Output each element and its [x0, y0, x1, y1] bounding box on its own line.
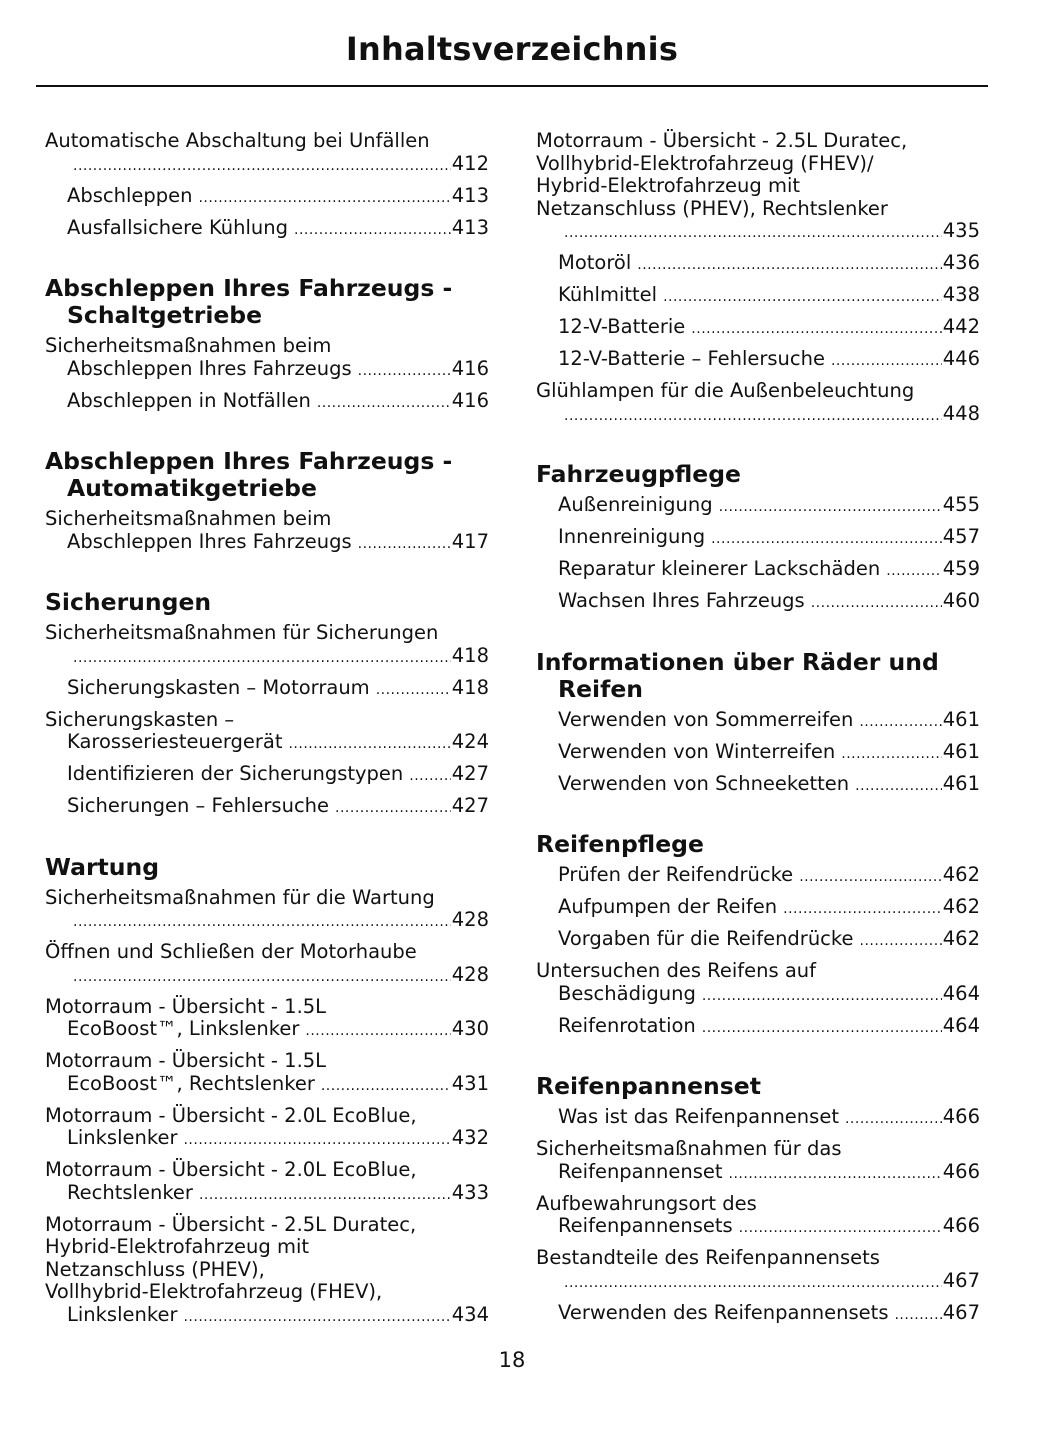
toc-entry-sicherheitsmassnahmen-beim[interactable] — [45, 335, 489, 382]
entry-page-number: 466 — [942, 1105, 980, 1128]
toc-entry-sicherungskasten-motorraum[interactable] — [45, 677, 489, 702]
dot-leader — [73, 911, 451, 934]
entry-title: Kühlmittel — [558, 283, 658, 306]
entry-leader-line — [558, 1161, 980, 1186]
section-heading: Fahrzeugpflege — [536, 460, 741, 488]
toc-entry-motorraum-ubersicht-1-5l[interactable] — [45, 996, 489, 1043]
entry-title: Karosseriesteuergerät — [67, 730, 283, 753]
dot-leader — [691, 318, 941, 341]
entry-page-number: 462 — [942, 927, 980, 950]
toc-entry-sicherheitsmassnahmen-beim[interactable] — [45, 508, 489, 555]
entry-page-number: 430 — [451, 1017, 489, 1040]
toc-section — [45, 589, 489, 820]
toc-entry-gluhlampen-fur-die-aussenbeleuchtung[interactable] — [536, 380, 980, 427]
entry-leader-line — [558, 1106, 980, 1131]
entry-page-number: 432 — [451, 1126, 489, 1149]
entry-leader-line — [558, 1302, 980, 1327]
entry-leader-line — [558, 864, 980, 889]
entry-leader-line — [558, 348, 980, 373]
entry-page-number: 416 — [451, 356, 489, 380]
dot-leader — [564, 222, 942, 245]
entry-leader-line — [67, 763, 489, 788]
page-number: 18 — [498, 1348, 526, 1372]
section-heading: Informationen über Räder und Reifen — [536, 647, 939, 703]
toc-entry-reifenrotation[interactable] — [536, 1015, 980, 1040]
toc-entry-aussenreinigung[interactable] — [536, 494, 980, 519]
toc-entry-motorraum-ubersicht-2-0l-ecoblue[interactable] — [45, 1159, 489, 1206]
entry-title-line: Motorraum - Übersicht - 1.5L — [45, 1049, 327, 1072]
entry-title-line: Vollhybrid-Elektrofahrzeug (FHEV)/ — [536, 151, 874, 175]
entry-title: Verwenden von Sommerreifen — [558, 707, 854, 731]
entry-title: 12-V-Batterie – Fehlersuche — [558, 347, 825, 370]
entry-leader-line — [67, 909, 489, 934]
entry-title-line: Untersuchen des Reifens auf — [536, 959, 817, 982]
dot-leader — [73, 647, 451, 670]
toc-entry-verwenden-von-sommerreifen[interactable] — [536, 709, 980, 734]
dot-leader — [199, 1184, 451, 1207]
toc-section — [45, 854, 489, 1329]
entry-page-number: 448 — [942, 401, 980, 425]
entry-title: Linkslenker — [67, 1302, 178, 1326]
entry-leader-line — [67, 390, 489, 415]
entry-leader-line — [67, 731, 489, 756]
entry-page-number: 462 — [942, 895, 980, 918]
entry-title-line: Sicherungskasten – — [45, 707, 235, 731]
dot-leader — [564, 405, 942, 428]
dot-leader — [335, 797, 451, 820]
entry-leader-line — [67, 358, 489, 383]
entry-page-number: 418 — [451, 675, 489, 699]
entry-leader-line — [558, 983, 980, 1008]
section-heading: Abschleppen Ihres Fahrzeugs - Schaltgetriebe — [45, 274, 453, 329]
entry-leader-line — [67, 1018, 489, 1043]
toc-entry-verwenden-des-reifenpannensets[interactable] — [536, 1302, 980, 1327]
toc-entry-wachsen-ihres-fahrzeugs[interactable] — [536, 590, 980, 615]
entry-title: Wachsen Ihres Fahrzeugs — [558, 589, 805, 612]
section-heading: Reifenpflege — [536, 830, 704, 858]
entry-leader-line — [558, 741, 980, 766]
entry-page-number: 413 — [451, 215, 489, 239]
entry-title: Linkslenker — [67, 1126, 178, 1149]
dot-leader — [702, 1017, 942, 1040]
dot-leader — [358, 360, 451, 383]
entry-page-number: 462 — [942, 863, 980, 886]
entry-leader-line — [558, 590, 980, 615]
entry-title: Rechtslenker — [67, 1180, 193, 1204]
entry-title: Reifenpannenset — [558, 1159, 723, 1183]
dot-leader — [73, 155, 451, 178]
entry-page-number: 427 — [451, 762, 489, 785]
entry-title-line: Sicherheitsmaßnahmen beim — [45, 507, 332, 530]
dot-leader — [860, 930, 942, 953]
toc-entry-innenreinigung[interactable] — [536, 526, 980, 551]
entry-title: Reparatur kleinerer Lackschäden — [558, 557, 881, 580]
entry-page-number: 424 — [451, 730, 489, 753]
toc-entry-motorraum-ubersicht-2-5l-duratec[interactable] — [536, 130, 980, 245]
entry-title-line: Vollhybrid-Elektrofahrzeug (FHEV), — [45, 1280, 383, 1303]
dot-leader — [739, 1217, 942, 1240]
toc-entry-untersuchen-des-reifens-auf[interactable] — [536, 960, 980, 1007]
entry-leader-line — [67, 1304, 489, 1329]
entry-title-line: Automatische Abschaltung bei Unfällen — [45, 129, 430, 152]
title-divider — [36, 85, 988, 87]
toc-entry-motorraum-ubersicht-1-5l[interactable] — [45, 1050, 489, 1097]
entry-leader-line — [558, 284, 980, 309]
entry-page-number: 467 — [942, 1300, 980, 1324]
entry-leader-line — [67, 1127, 489, 1152]
entry-leader-line — [67, 677, 489, 702]
entry-page-number: 417 — [451, 529, 489, 553]
dot-leader — [702, 985, 942, 1008]
entry-title-line: Glühlampen für die Außenbeleuchtung — [536, 379, 915, 402]
entry-page-number: 442 — [942, 315, 980, 338]
toc-section — [536, 831, 980, 1039]
toc-entry-12-v-batterie-fehlersuche[interactable] — [536, 348, 980, 373]
entry-page-number: 464 — [942, 981, 980, 1005]
toc-entry-sicherungen-fehlersuche[interactable] — [45, 795, 489, 820]
entry-leader-line — [558, 252, 980, 277]
entry-page-number: 433 — [451, 1180, 489, 1204]
entry-title-line: Motorraum - Übersicht - 2.5L Duratec, — [45, 1212, 417, 1236]
entry-title-line: Hybrid-Elektrofahrzeug mit — [45, 1235, 310, 1258]
entry-leader-line — [67, 1182, 489, 1207]
entry-leader-line — [67, 217, 489, 242]
entry-leader-line — [558, 1015, 980, 1040]
entry-title: Motoröl — [558, 251, 632, 274]
entry-title-line: Sicherheitsmaßnahmen beim — [45, 334, 332, 357]
toc-entry-kuhlmittel[interactable] — [536, 284, 980, 309]
dot-leader — [719, 496, 942, 519]
entry-leader-line — [67, 964, 489, 989]
entry-leader-line — [67, 645, 489, 670]
entry-title: Verwenden von Schneeketten — [558, 771, 850, 795]
toc-entry-verwenden-von-schneeketten[interactable] — [536, 773, 980, 798]
dot-leader — [841, 743, 941, 766]
toc-section — [45, 448, 489, 555]
entry-title: Abschleppen — [67, 183, 193, 207]
entry-page-number: 461 — [942, 771, 980, 795]
entry-page-number: 466 — [942, 1159, 980, 1183]
toc-column-left — [45, 130, 489, 1362]
entry-page-number: 412 — [451, 151, 489, 175]
entry-title: Abschleppen Ihres Fahrzeugs — [67, 529, 352, 553]
dot-leader — [358, 533, 451, 556]
entry-page-number: 413 — [451, 183, 489, 207]
toc-section — [536, 461, 980, 615]
toc-entry-sicherungskasten[interactable] — [45, 709, 489, 756]
entry-title-line: Sicherheitsmaßnahmen für die Wartung — [45, 885, 435, 909]
toc-entry-ausfallsichere-kuhlung[interactable] — [45, 217, 489, 242]
entry-page-number: 438 — [942, 283, 980, 306]
dot-leader — [409, 765, 450, 788]
entry-title: EcoBoost™, Linkslenker — [67, 1017, 300, 1040]
entry-title-line: Sicherheitsmaßnahmen für Sicherungen — [45, 621, 439, 644]
entry-title-line: Motorraum - Übersicht - 2.5L Duratec, — [536, 129, 908, 152]
entry-leader-line — [558, 709, 980, 734]
toc-entry-sicherheitsmassnahmen-fur-das[interactable] — [536, 1138, 980, 1185]
entry-title: Reifenrotation — [558, 1013, 696, 1037]
toc-entry-prufen-der-reifendrucke[interactable] — [536, 864, 980, 889]
dot-leader — [637, 254, 941, 277]
entry-page-number: 461 — [942, 739, 980, 763]
dot-leader — [859, 711, 941, 734]
entry-page-number: 416 — [451, 388, 489, 412]
entry-page-number: 431 — [451, 1071, 489, 1095]
dot-leader — [198, 187, 450, 210]
dot-leader — [845, 1108, 942, 1131]
entry-leader-line — [67, 153, 489, 178]
entry-title: Sicherungskasten – Motorraum — [67, 675, 370, 699]
entry-page-number: 428 — [451, 908, 489, 931]
dot-leader — [855, 775, 942, 798]
dot-leader — [831, 350, 942, 373]
entry-title-line: Sicherheitsmaßnahmen für das — [536, 1137, 842, 1160]
toc-section — [536, 1073, 980, 1326]
dot-leader — [886, 560, 942, 583]
entry-page-number: 467 — [942, 1268, 980, 1292]
entry-page-number: 455 — [942, 493, 980, 516]
entry-leader-line — [558, 526, 980, 551]
entry-leader-line — [67, 185, 489, 210]
toc-entry-sicherheitsmassnahmen-fur-sicherungen[interactable] — [45, 622, 489, 669]
toc-entry-was-ist-das-reifenpannenset[interactable] — [536, 1106, 980, 1131]
section-heading: Sicherungen — [45, 588, 212, 616]
entry-title: Aufpumpen der Reifen — [558, 895, 778, 918]
toc-entry-sicherheitsmassnahmen-fur-die-wartung[interactable] — [45, 887, 489, 934]
toc-section — [536, 130, 980, 427]
entry-page-number: 461 — [942, 707, 980, 731]
entry-title-line: Motorraum - Übersicht - 2.0L EcoBlue, — [45, 1103, 417, 1127]
section-heading: Abschleppen Ihres Fahrzeugs - Automatikgetriebe — [45, 447, 453, 502]
dot-leader — [305, 1020, 450, 1043]
entry-title: Vorgaben für die Reifendrücke — [558, 927, 854, 950]
entry-leader-line — [558, 896, 980, 921]
entry-title: EcoBoost™, Rechtslenker — [67, 1071, 315, 1095]
dot-leader — [783, 898, 942, 921]
page-title: Inhaltsverzeichnis — [345, 30, 679, 68]
toc-entry-12-v-batterie[interactable] — [536, 316, 980, 341]
dot-leader — [317, 392, 451, 415]
dot-leader — [799, 866, 942, 889]
toc-entry-abschleppen-in-notfallen[interactable] — [45, 390, 489, 415]
dot-leader — [894, 1304, 941, 1327]
entry-leader-line — [558, 220, 980, 245]
dot-leader — [294, 219, 451, 242]
entry-leader-line — [67, 795, 489, 820]
entry-title: Was ist das Reifenpannenset — [558, 1105, 839, 1128]
toc-entry-motorol[interactable] — [536, 252, 980, 277]
entry-page-number: 446 — [942, 347, 980, 370]
entry-page-number: 435 — [942, 219, 980, 242]
entry-page-number: 418 — [451, 643, 489, 667]
toc-entry-aufbewahrungsort-des[interactable] — [536, 1193, 980, 1240]
toc-entry-offnen-und-schliessen-der-motorhaube[interactable] — [45, 941, 489, 988]
dot-leader — [663, 286, 942, 309]
toc-section — [45, 275, 489, 414]
entry-leader-line — [67, 1073, 489, 1098]
entry-title: 12-V-Batterie — [558, 315, 686, 338]
entry-title: Sicherungen – Fehlersuche — [67, 794, 330, 817]
dot-leader — [183, 1306, 450, 1329]
toc-entry-bestandteile-des-reifenpannensets[interactable] — [536, 1247, 980, 1294]
entry-page-number: 434 — [451, 1302, 489, 1326]
toc-entry-identifizieren-der-sicherungstypen[interactable] — [45, 763, 489, 788]
entry-title: Verwenden des Reifenpannensets — [558, 1300, 889, 1324]
entry-page-number: 457 — [942, 525, 980, 548]
entry-title-line: Hybrid-Elektrofahrzeug mit — [536, 174, 801, 197]
entry-leader-line — [558, 928, 980, 953]
entry-title: Identifizieren der Sicherungstypen — [67, 762, 404, 785]
entry-page-number: 466 — [942, 1214, 980, 1237]
entry-leader-line — [558, 403, 980, 428]
dot-leader — [376, 679, 451, 702]
dot-leader — [183, 1129, 450, 1152]
entry-leader-line — [558, 558, 980, 583]
entry-title: Prüfen der Reifendrücke — [558, 863, 794, 886]
entry-title: Außenreinigung — [558, 493, 713, 516]
entry-title: Abschleppen in Notfällen — [67, 388, 311, 412]
dot-leader — [321, 1075, 451, 1098]
section-heading: Wartung — [45, 852, 160, 881]
entry-leader-line — [558, 1215, 980, 1240]
dot-leader — [729, 1163, 942, 1186]
entry-title-line: Bestandteile des Reifenpannensets — [536, 1246, 880, 1269]
entry-title-line: Motorraum - Übersicht - 2.0L EcoBlue, — [45, 1158, 417, 1181]
dot-leader — [73, 966, 451, 989]
entry-page-number: 464 — [942, 1013, 980, 1037]
toc-entry-motorraum-ubersicht-2-5l-duratec[interactable] — [45, 1214, 489, 1329]
entry-title: Abschleppen Ihres Fahrzeugs — [67, 356, 352, 380]
dot-leader — [811, 592, 942, 615]
toc-section — [45, 130, 489, 241]
entry-leader-line — [558, 316, 980, 341]
entry-title-line: Motorraum - Übersicht - 1.5L — [45, 994, 327, 1018]
toc-entry-verwenden-von-winterreifen[interactable] — [536, 741, 980, 766]
entry-page-number: 459 — [942, 557, 980, 580]
entry-leader-line — [558, 494, 980, 519]
entry-leader-line — [67, 531, 489, 556]
entry-leader-line — [558, 1270, 980, 1295]
toc-entry-automatische-abschaltung-bei-unfallen[interactable] — [45, 130, 489, 177]
entry-title-line: Netzanschluss (PHEV), — [45, 1257, 265, 1281]
dot-leader — [564, 1272, 942, 1295]
entry-title-line: Netzanschluss (PHEV), Rechtslenker — [536, 196, 888, 220]
toc-entry-reparatur-kleinerer-lackschaden[interactable] — [536, 558, 980, 583]
toc-entry-aufpumpen-der-reifen[interactable] — [536, 896, 980, 921]
toc-column-right — [536, 130, 980, 1360]
entry-title: Beschädigung — [558, 981, 696, 1005]
entry-title-line: Öffnen und Schließen der Motorhaube — [45, 940, 417, 963]
dot-leader — [288, 733, 450, 756]
toc-entry-motorraum-ubersicht-2-0l-ecoblue[interactable] — [45, 1105, 489, 1152]
entry-page-number: 427 — [451, 794, 489, 817]
entry-page-number: 460 — [942, 589, 980, 612]
toc-entry-vorgaben-fur-die-reifendrucke[interactable] — [536, 928, 980, 953]
entry-title: Innenreinigung — [558, 525, 706, 548]
entry-title: Reifenpannensets — [558, 1214, 733, 1237]
entry-leader-line — [558, 773, 980, 798]
entry-title-line: Aufbewahrungsort des — [536, 1191, 757, 1215]
toc-section — [536, 649, 980, 798]
dot-leader — [711, 528, 942, 551]
section-heading: Reifenpannenset — [536, 1072, 761, 1100]
entry-page-number: 436 — [942, 251, 980, 274]
entry-page-number: 428 — [451, 962, 489, 986]
entry-title: Verwenden von Winterreifen — [558, 739, 836, 763]
entry-title: Ausfallsichere Kühlung — [67, 215, 288, 239]
toc-entry-abschleppen[interactable] — [45, 185, 489, 210]
